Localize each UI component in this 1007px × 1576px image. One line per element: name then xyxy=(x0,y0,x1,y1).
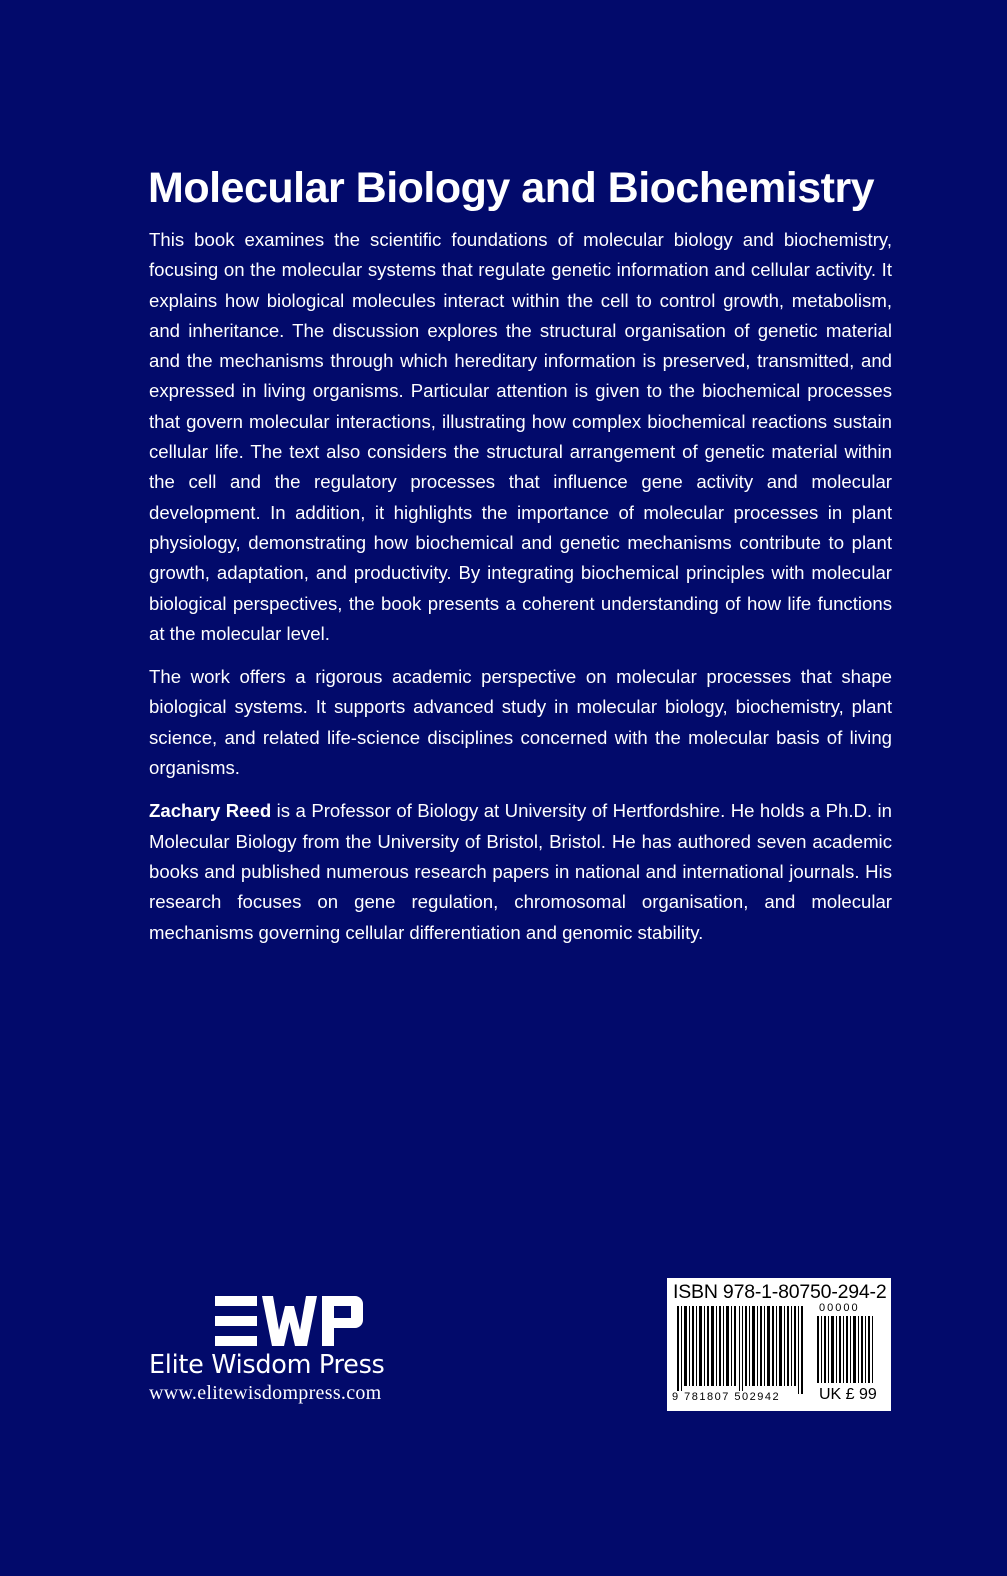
author-bio-text: is a Professor of Biology at University of Hertfordshire. He holds a Ph.D. in Molecular Biology from the University of Bristol, Bristol. He has authored seven academic books and published numerous research papers in national and international journals. His research focuses on gene regulation, chromosomal organisation, and molecular mechanisms governing cellular differentiation and genomic stability. xyxy=(149,800,893,943)
isbn-barcode xyxy=(667,1278,891,1411)
publisher-logo xyxy=(149,1296,449,1405)
blurb-paragraph-1: This book examines the scientific foundations of molecular biology and biochemistry, focusing on the molecular systems that regulate genetic information and cellular activity. It explains how biological molecules interact within the cell to control growth, metabolism, and inheritance. The discussion explores the structural organisation of genetic material and the mechanisms through which hereditary information is preserved, transmitted, and expressed in living organisms. Particular attention is given to the biochemical processes that govern molecular interactions, illustrating how complex biochemical reactions sustain cellular life. The text also considers the structural arrangement of genetic material within the cell and the regulatory processes that influence gene activity and molecular development. In addition, it highlights the importance of molecular processes in plant physiology, demonstrating how biochemical and genetic mechanisms contribute to plant growth, adaptation, and productivity. By integrating biochemical principles with molecular biological perspectives, the book presents a coherent understanding of how life functions at the molecular level. xyxy=(149,229,892,644)
isbn-number: ISBN 978-1-80750-294-2 xyxy=(673,1281,887,1303)
author-name: Zachary Reed xyxy=(149,800,272,822)
book-title: Molecular Biology and Biochemistry xyxy=(148,164,875,212)
blurb xyxy=(149,225,892,961)
publisher-url: www.elitewisdompress.com xyxy=(149,1382,382,1404)
ean-digits: 9 781807 502942 xyxy=(672,1391,781,1403)
author-bio xyxy=(149,796,892,947)
addon-digits: 00000 xyxy=(819,1302,860,1314)
price-label: UK £ 99 xyxy=(819,1386,877,1403)
publisher-name: Elite Wisdom Press xyxy=(149,1350,385,1380)
blurb-paragraph-2: The work offers a rigorous academic perspective on molecular processes that shape biological systems. It supports advanced study in molecular biology, biochemistry, plant science, and related life-science disciplines concerned with the molecular basis of living organisms. xyxy=(149,666,892,779)
ewp-logo-mark-icon xyxy=(215,1296,363,1346)
